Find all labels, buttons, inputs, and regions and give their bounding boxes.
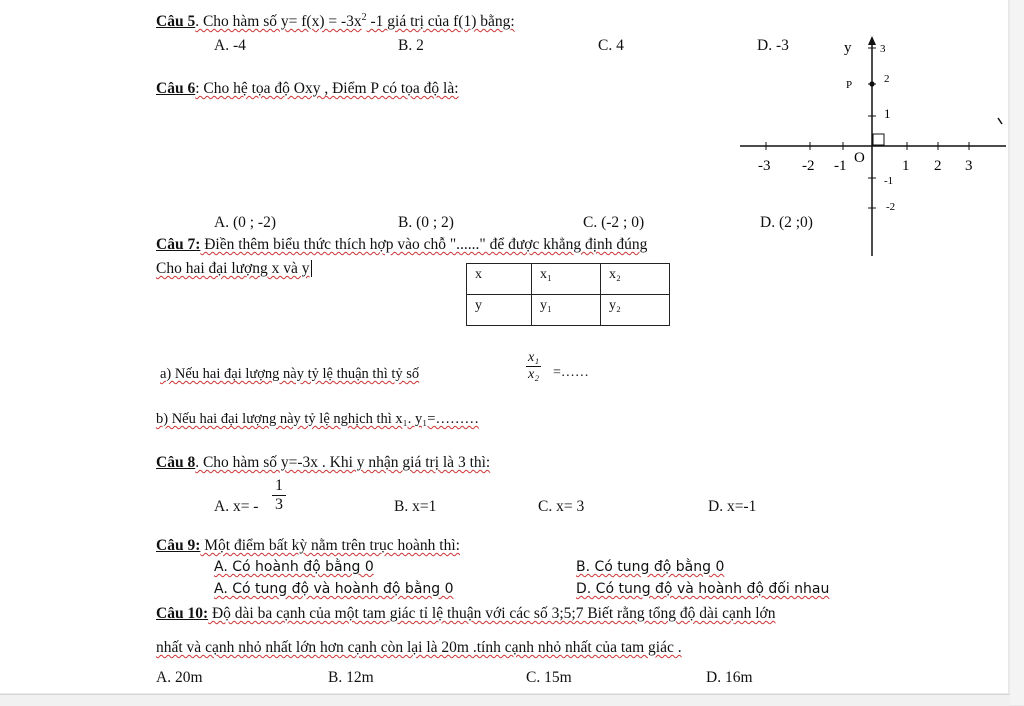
q7-part-b-text: b) Nếu hai đại lượng này tỷ lệ nghịch thì x₁. y₁=……… (156, 411, 479, 427)
q5-option-d[interactable]: D. -3 (757, 37, 789, 54)
q10-option-b[interactable]: B. 12m (328, 669, 374, 686)
q7-question (156, 236, 647, 254)
q9-option-d-text: D. Có tung độ và hoành độ đối nhau (576, 581, 830, 597)
q6-option-c[interactable]: C. (-2 ; 0) (583, 214, 645, 231)
y-axis-label: y (844, 40, 852, 56)
q10-question (156, 605, 775, 623)
q9-option-c[interactable] (214, 580, 454, 598)
x-tick-label: -3 (758, 158, 771, 174)
q7-intro-text: Cho hai đại lượng x và y (156, 260, 310, 277)
q10-label: Câu 10: (156, 605, 209, 622)
vertical-scrollbar[interactable] (1010, 0, 1024, 705)
q6-question (156, 80, 459, 98)
unit-square (873, 134, 884, 145)
x-axis-arrow (998, 118, 1002, 124)
fraction-numerator: x₁ (528, 350, 540, 365)
q10-text: Độ dài ba cạnh của một tam giác tỉ lệ thuận với các số 3;5;7 Biết rằng tổng độ dài cạnh lớn (208, 605, 776, 622)
q7-part-a-text: a) Nếu hai đại lượng này tỷ lệ thuận thì tỷ số (160, 366, 420, 382)
y-tick-label: 2 (884, 73, 890, 85)
table-cell: x (467, 264, 532, 295)
q6-text: : Cho hệ tọa độ Oxy , Điểm P có tọa độ là: (195, 80, 459, 97)
q9-option-a[interactable] (214, 558, 374, 576)
q5-label: Câu 5 (156, 13, 196, 31)
table-row (467, 264, 670, 295)
q5-option-b[interactable]: B. 2 (398, 37, 424, 54)
q9-option-d[interactable] (576, 580, 829, 598)
q5-option-c[interactable]: C. 4 (598, 37, 624, 54)
q6-option-b[interactable]: B. (0 ; 2) (398, 214, 454, 231)
q7-label: Câu 7: (156, 236, 201, 253)
q8-option-b[interactable]: B. x=1 (394, 498, 437, 515)
point-p (869, 81, 874, 86)
q9-label: Câu 9: (156, 537, 201, 554)
q6-option-d[interactable]: D. (2 ;0) (760, 214, 813, 231)
q9-option-b-text: B. Có tung độ bằng 0 (576, 559, 725, 575)
table-row (467, 295, 670, 326)
q9-option-a-text: A. Có hoành độ bằng 0 (214, 559, 374, 575)
y-axis-arrow (868, 36, 876, 45)
y-tick-label: 3 (880, 43, 886, 55)
origin-label: O (854, 150, 865, 166)
y-tick-label: -1 (884, 175, 894, 187)
q5-text: . Cho hàm số y= f(x) = -3x (195, 13, 362, 31)
point-p-label: P (846, 79, 853, 91)
q8-option-a-prefix: A. x= - (214, 498, 259, 515)
y-tick-label: 1 (884, 106, 891, 121)
x-tick-label: 2 (934, 158, 942, 174)
q9-text: Một điểm bất kỳ nằm trên trục hoành thì: (200, 537, 460, 554)
q5-question (156, 9, 515, 31)
q7-ratio-fraction (526, 350, 541, 383)
x-tick-label: 1 (902, 158, 910, 174)
q8-option-c[interactable]: C. x= 3 (538, 498, 585, 515)
q5-exponent: 2 (361, 12, 367, 23)
table-cell: x₂ (601, 264, 670, 295)
x-tick-label: -1 (834, 158, 847, 174)
q9-option-b[interactable] (576, 558, 724, 576)
q9-option-c-text: A. Có tung độ và hoành độ bằng 0 (214, 581, 454, 597)
fraction-denominator: 3 (275, 496, 283, 513)
fraction-denominator: x₂ (528, 367, 540, 382)
q6-option-a[interactable]: A. (0 ; -2) (214, 214, 276, 231)
q10-text-2: nhất và cạnh nhỏ nhất lớn hơn cạnh còn lại là 20m .tính cạnh nhỏ nhất của tam giác . (156, 639, 682, 656)
horizontal-scrollbar[interactable] (0, 694, 1010, 706)
table-cell: x₁ (532, 264, 601, 295)
q10-option-d[interactable]: D. 16m (706, 669, 753, 686)
fraction-numerator: 1 (272, 477, 286, 496)
q6-label: Câu 6 (156, 80, 196, 97)
q8-text: . Cho hàm số y=-3x . Khi y nhận giá trị là 3 thì: (195, 454, 491, 471)
q8-question (156, 454, 490, 472)
q8-option-a[interactable] (214, 498, 258, 516)
q10-question-line-2 (156, 639, 682, 657)
q8-label: Câu 8 (156, 454, 196, 471)
q7-text: Điền thêm biểu thức thích hợp vào chỗ "......" để được khẳng định đúng (200, 236, 648, 253)
q10-option-c[interactable]: C. 15m (526, 669, 572, 686)
q8-option-d[interactable]: D. x=-1 (708, 498, 757, 515)
q10-option-a[interactable]: A. 20m (156, 669, 203, 686)
q7-part-b (156, 410, 479, 428)
q7-part-a-blank: =…… (553, 365, 589, 380)
text-cursor (311, 260, 312, 277)
table-cell: y₂ (601, 295, 670, 326)
table-cell: y (467, 295, 532, 326)
q5-option-a[interactable]: A. -4 (214, 37, 246, 54)
y-tick-label: -2 (886, 201, 896, 213)
q5-text-2: -1 giá trị của f(1) bằng: (366, 13, 515, 31)
x-tick-label: -2 (802, 158, 815, 174)
table-cell: y₁ (532, 295, 601, 326)
q7-part-a (160, 365, 419, 383)
q9-question (156, 537, 460, 555)
q7-intro (156, 260, 312, 278)
q8-option-a-fraction (272, 477, 286, 514)
x-tick-label: 3 (965, 158, 973, 174)
xy-table (466, 263, 670, 326)
